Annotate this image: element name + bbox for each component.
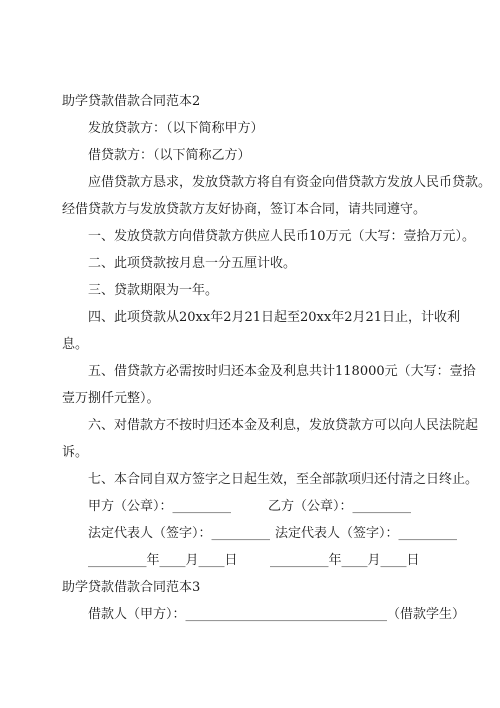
clause-4-line-1: 四、此项贷款从20xx年2月21日起至20xx年2月21日止，计收利 (88, 310, 461, 325)
contract-heading-2: 助学贷款借款合同范本2 (62, 94, 201, 109)
clause-6-line-1: 六、对借款方不按时归还本金及利息，发放贷款方可以向人民法院起 (88, 418, 479, 433)
borrower-signature-line: 借款人（甲方）：_______________________________（借款学生） (88, 607, 466, 622)
clause-1: 一、发放贷款方向借贷款方供应人民币10万元（大写：壹拾万元）。 (88, 229, 476, 244)
intro-line-2: 经借贷款方与发放贷款方友好协商，签订本合同，请共同遵守。 (62, 202, 427, 217)
clause-6-line-2: 诉。 (62, 445, 89, 460)
clause-5-line-2: 壹万捌仟元整）。 (62, 391, 160, 406)
clause-5-line-1: 五、借贷款方必需按时归还本金及利息共计118000元（大写：壹拾 (88, 364, 476, 379)
date-a: _________年____月____日 (88, 553, 238, 568)
contract-heading-3: 助学贷款借款合同范本3 (62, 580, 201, 595)
signature-party-b: 乙方（公章）：_________ (268, 499, 412, 514)
clause-3: 三、贷款期限为一年。 (88, 283, 219, 298)
representative-a: 法定代表人（签字）：_________ (88, 526, 271, 541)
clause-4-line-2: 息。 (62, 337, 89, 352)
clause-7: 七、本合同自双方签字之日起生效，至全部款项归还付清之日终止。 (88, 472, 479, 487)
intro-line-1: 应借贷款方恳求，发放贷款方将自有资金向借贷款方发放人民币贷款。 (88, 175, 492, 190)
clause-2: 二、此项贷款按月息一分五厘计收。 (88, 256, 297, 271)
borrower-line: 借贷款方：（以下简称乙方） (88, 148, 251, 163)
signature-party-a: 甲方（公章）：_________ (88, 499, 232, 514)
lender-line: 发放贷款方：（以下简称甲方） (88, 121, 264, 136)
representative-b: 法定代表人（签字）：_________ (275, 526, 458, 541)
date-b: _________年____月____日 (270, 553, 420, 568)
